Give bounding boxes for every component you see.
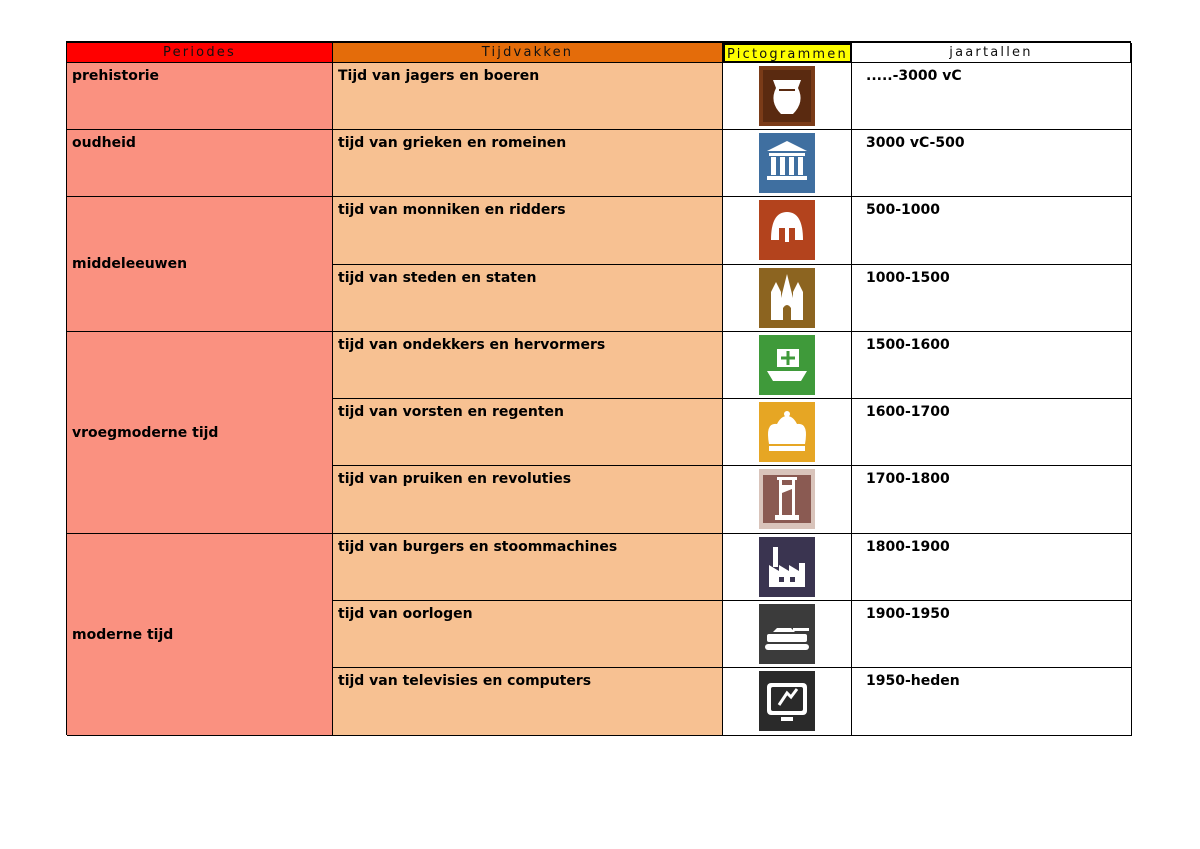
era-years: 1950-heden [852,668,1132,736]
era-years: 1900-1950 [852,601,1132,668]
header-periods: Periodes [67,43,333,63]
era-pictogram [723,668,852,736]
era-label: tijd van vorsten en regenten [333,399,723,466]
era-years: 1800-1900 [852,534,1132,601]
period-oudheid: oudheid [67,130,333,197]
era-pictogram [723,534,852,601]
era-years: 1000-1500 [852,265,1132,332]
era-pictogram [723,63,852,130]
era-pictogram [723,399,852,466]
era-pictogram [723,601,852,668]
era-years: .....-3000 vC [852,63,1132,130]
era-label: tijd van ondekkers en hervormers [333,332,723,399]
era-years: 1700-1800 [852,466,1132,534]
era-label: tijd van pruiken en revoluties [333,466,723,534]
period-middeleeuwen: middeleeuwen [67,197,333,332]
era-years: 1600-1700 [852,399,1132,466]
era-label: tijd van burgers en stoommachines [333,534,723,601]
era-label: Tijd van jagers en boeren [333,63,723,130]
period-vroegmoderne-tijd: vroegmoderne tijd [67,332,333,534]
era-pictogram [723,265,852,332]
era-pictogram [723,332,852,399]
crown-icon [759,402,815,462]
history-timeline-table [66,41,1131,735]
tank-icon [759,604,815,664]
pottery-icon [759,66,815,126]
period-moderne-tijd: moderne tijd [67,534,333,736]
header-eras: Tijdvakken [333,43,723,63]
era-label: tijd van steden en staten [333,265,723,332]
era-years: 1500-1600 [852,332,1132,399]
era-label: tijd van grieken en romeinen [333,130,723,197]
temple-icon [759,133,815,193]
era-label: tijd van monniken en ridders [333,197,723,265]
era-label: tijd van oorlogen [333,601,723,668]
era-pictogram [723,466,852,534]
guillotine-icon [759,469,815,529]
era-pictogram [723,197,852,265]
ship-icon [759,335,815,395]
helmet-icon [759,200,815,260]
era-label: tijd van televisies en computers [333,668,723,736]
era-years: 500-1000 [852,197,1132,265]
television-icon [759,671,815,731]
cathedral-icon [759,268,815,328]
header-years: jaartallen [852,43,1132,63]
factory-icon [759,537,815,597]
era-years: 3000 vC-500 [852,130,1132,197]
era-pictogram [723,130,852,197]
period-prehistorie: prehistorie [67,63,333,130]
header-pictograms: Pictogrammen [723,43,852,63]
